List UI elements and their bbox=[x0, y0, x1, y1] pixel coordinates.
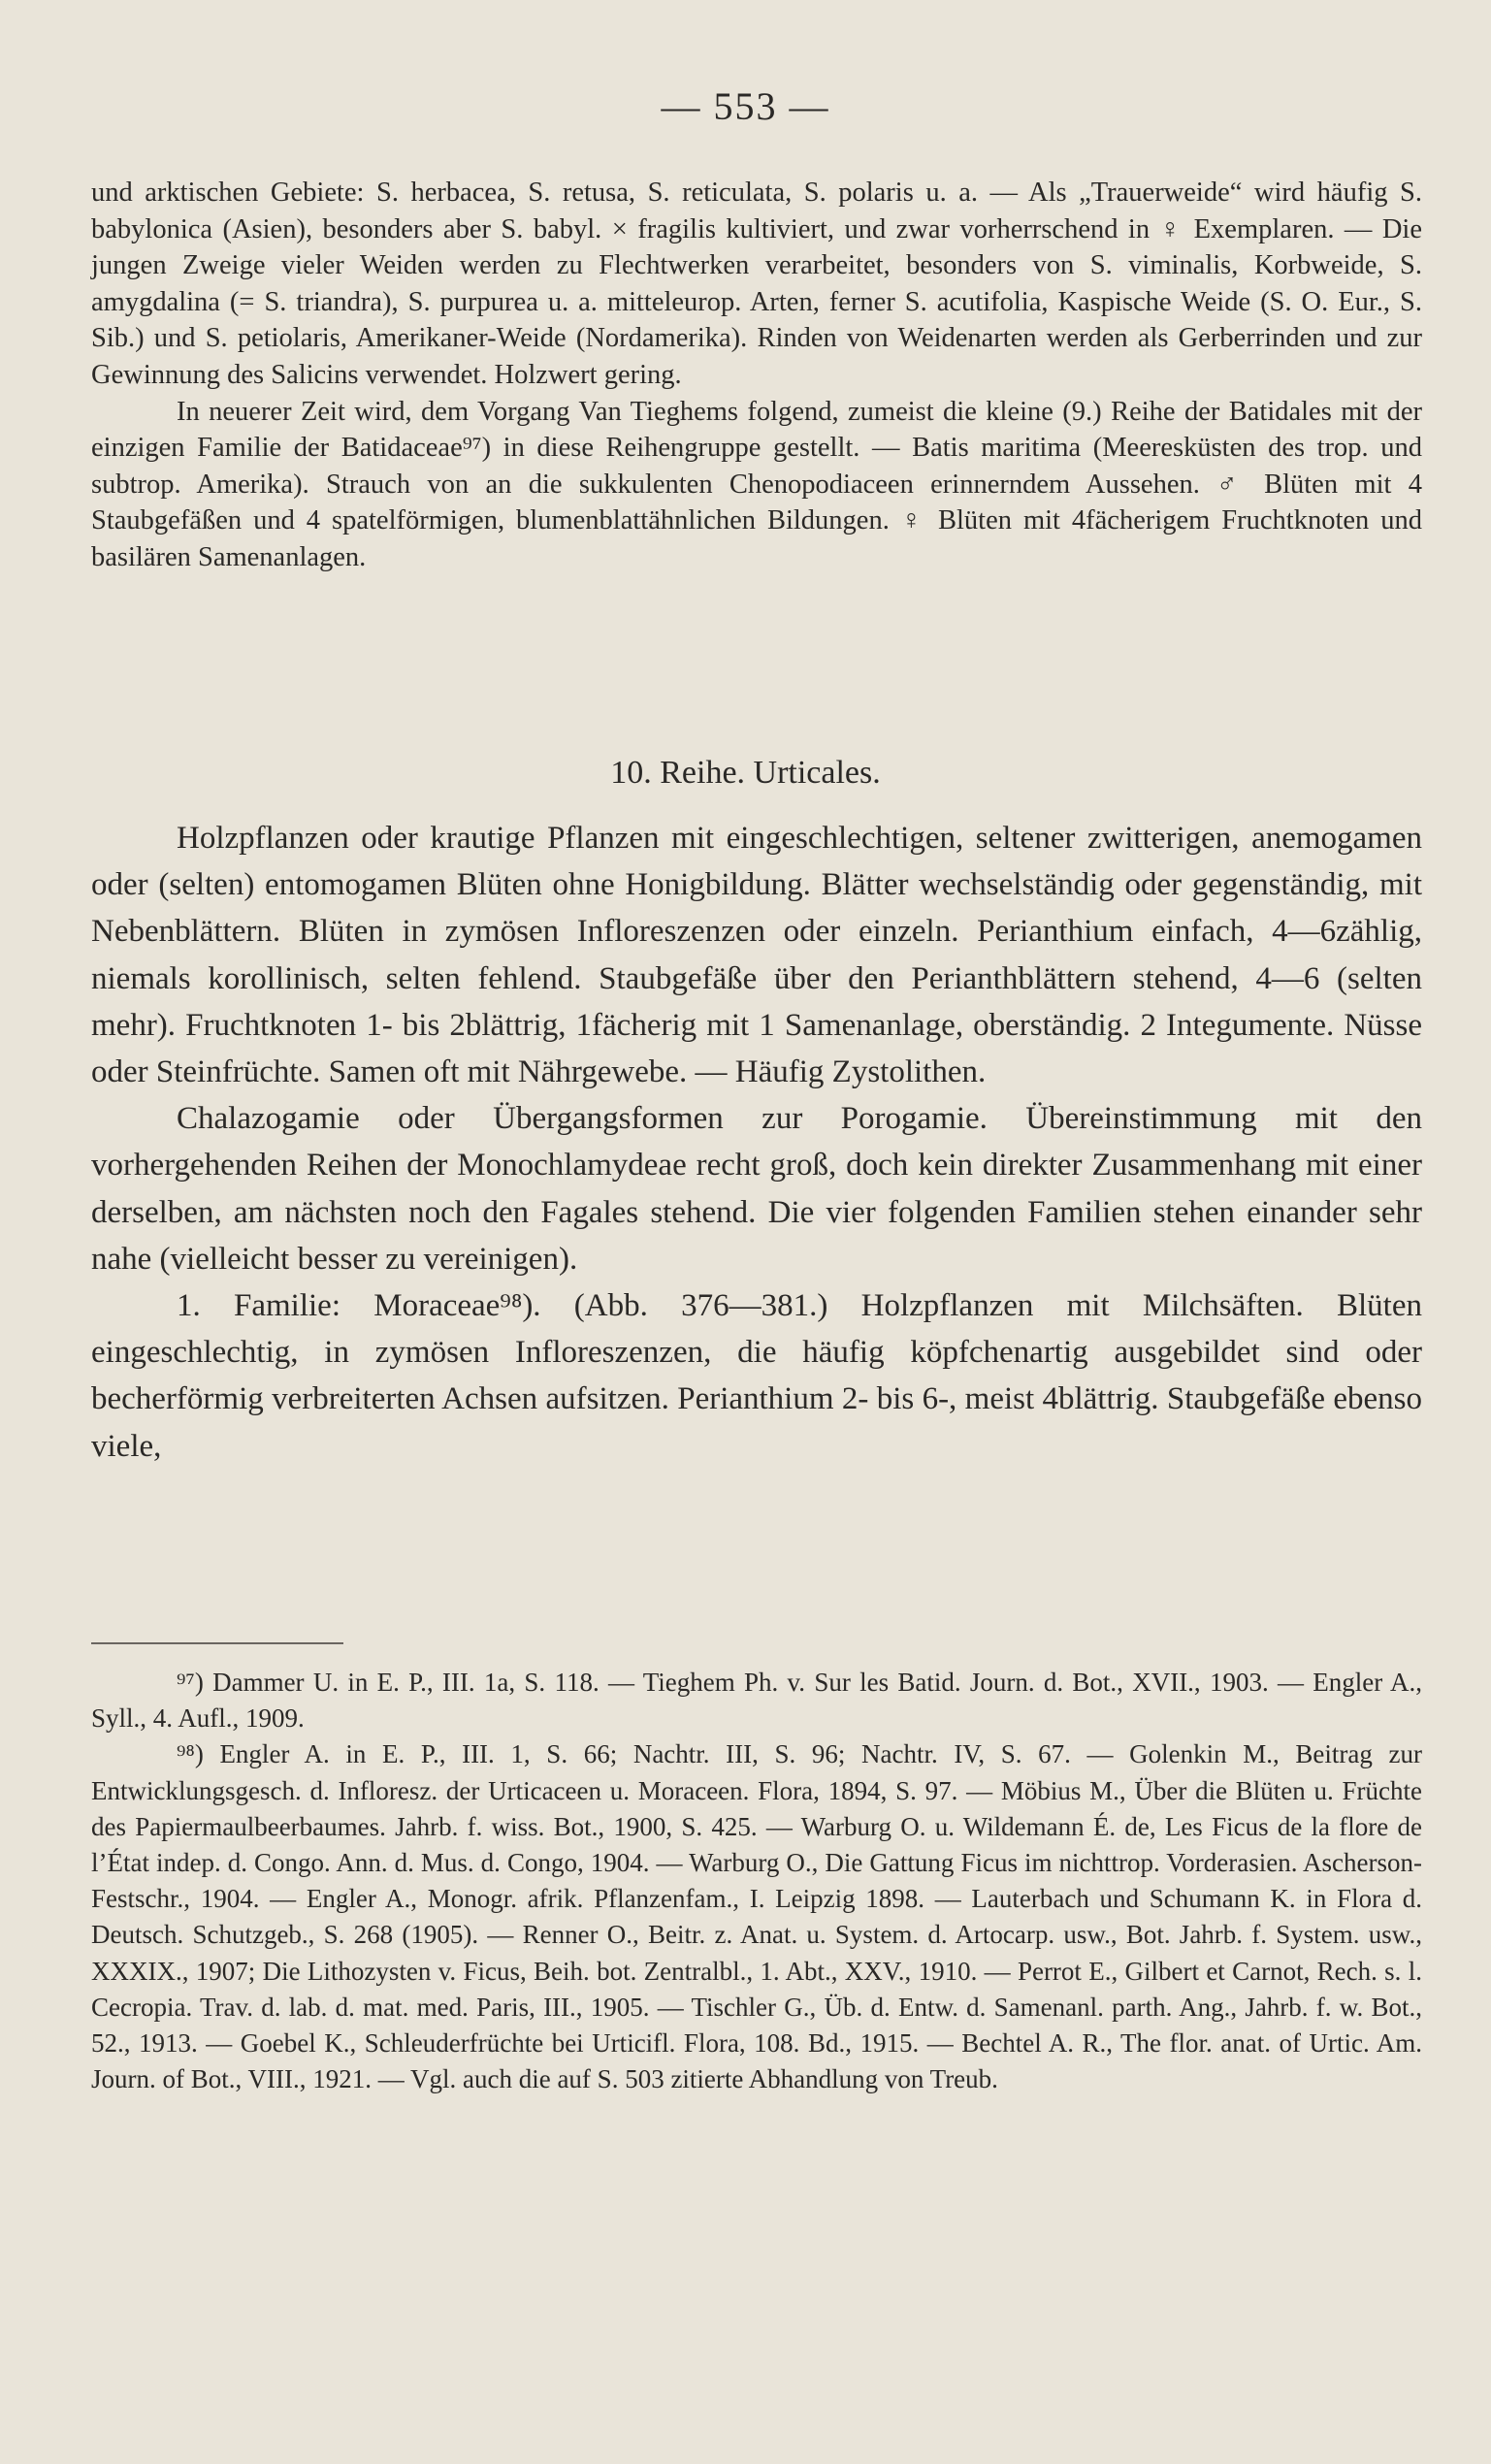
section-heading: 10. Reihe. Urticales. bbox=[610, 755, 881, 791]
paragraph-urticales-description: Holzpflanzen oder krautige Pflanzen mit eingeschlechtigen, seltener zwitterigen, anemogamen oder (selten) entomogamen Blüten ohne Honigbildung. Blätter wechselständig oder gegenständig, mit Nebenblättern. Blüten in zymösen Infloreszenzen oder einzeln. Perianthium einfach, 4—6zählig, niemals korollinisch, selten fehlend. Staubgefäße über den Perianthblättern stehend, 4—6 (selten mehr). Fruchtknoten 1- bis 2blättrig, 1fächerig mit 1 Samenanlage, oberständig. 2 Integumente. Nüsse oder Steinfrüchte. Samen oft mit Nährgewebe. — Häufig Zystolithen. bbox=[91, 821, 1422, 1090]
footnote-divider bbox=[91, 1642, 343, 1644]
page-number: — 553 — bbox=[661, 84, 830, 128]
footnote-98: ⁹⁸) Engler A. in E. P., III. 1, S. 66; Nachtr. III, S. 96; Nachtr. IV, S. 67. — Golenkin M., Beitrag zur Entwicklungsgesch. d. Infloresz. der Urticaceen u. Moraceen. Flora, 1894, S. 97. — Möbius M., Über die Blüten u. Früchte des Papiermaulbeerbaumes. Jahrb. f. wiss. Bot., 1900, S. 425. — Warburg O. u. Wildemann É. de, Les Ficus de la flore de l’État indep. d. Congo. Ann. d. Mus. d. Congo, 1904. — Warburg O., Die Gattung Ficus im nichttrop. Vorderasien. Ascherson-Festschr., 1904. — Engler A., Monogr. afrik. Pflanzenfam., I. Leipzig 1898. — Lauterbach und Schumann K. in Flora d. Deutsch. Schutzgeb., S. 268 (1905). — Renner O., Beitr. z. Anat. u. System. d. Artocarp. usw., Bot. Jahrb. f. System. usw., XXXIX., 1907; Die Lithozysten v. Ficus, Beih. bot. Zentralbl., 1. Abt., XXV., 1910. — Perrot E., Gilbert et Carnot, Rech. s. l. Cecropia. Trav. d. lab. d. mat. med. Paris, III., 1905. — Tischler G., Üb. d. Entw. d. Samenanl. parth. Ang., Jahrb. f. w. Bot., 52., 1913. — Goebel K., Schleuderfrüchte bei Urticifl. Flora, 108. Bd., 1915. — Bechtel A. R., The flor. anat. of Urtic. Am. Journ. of Bot., VIII., 1921. — Vgl. auch die auf S. 503 zitierte Abhandlung von Treub. bbox=[91, 1739, 1422, 2094]
paragraph-moraceae: 1. Familie: Moraceae⁹⁸). (Abb. 376—381.) Holzpflanzen mit Milchsäften. Blüten eingeschlechtig, in zymösen Infloreszenzen, die häufig köpfchenartig ausgebildet sind oder becherförmig verbreiterten Achsen aufsitzen. Perianthium 2- bis 6-, meist 4blättrig. Staubgefäße ebenso viele, bbox=[91, 1288, 1422, 1464]
footnote-97: ⁹⁷) Dammer U. in E. P., III. 1a, S. 118. — Tieghem Ph. v. Sur les Batid. Journ. d. Bot., XVII., 1903. — Engler A., Syll., 4. Aufl., 1909. bbox=[91, 1668, 1422, 1734]
paragraph-batidales: In neuerer Zeit wird, dem Vorgang Van Tieghems folgend, zumeist die kleine (9.) Reihe der Batidales mit der einzigen Familie der Batidaceae⁹⁷) in diese Reihengruppe gestellt. — Batis maritima (Meeresküsten des trop. und subtrop. Amerika). Strauch von an die sukkulenten Chenopodiaceen erinnerndem Aussehen. ♂ Blüten mit 4 Staubgefäßen und 4 spatelförmigen, blumenblattähnlichen Bildungen. ♀ Blüten mit 4fächerigem Fruchtknoten und basilären Samenanlagen. bbox=[91, 396, 1422, 572]
paragraph-chalazogamie: Chalazogamie oder Übergangsformen zur Porogamie. Übereinstimmung mit den vorhergehenden Reihen der Monochlamydeae recht groß, doch kein direkter Zusammenhang mit einer derselben, am nächsten noch den Fagales stehend. Die vier folgenden Familien stehen einander sehr nahe (vielleicht besser zu vereinigen). bbox=[91, 1101, 1422, 1277]
top-text-block bbox=[91, 175, 1422, 576]
paragraph-salix: und arktischen Gebiete: S. herbacea, S. retusa, S. reticulata, S. polaris u. a. — Als „Trauerweide“ wird häufig S. babylonica (Asien), besonders aber S. babyl. × fragilis kultiviert, und zwar vorherrschend in ♀ Exemplaren. — Die jungen Zweige vieler Weiden werden zu Flechtwerken verarbeitet, besonders von S. viminalis, Korbweide, S. amygdalina (= S. triandra), S. purpurea u. a. mitteleurop. Arten, ferner S. acutifolia, Kaspische Weide (S. O. Eur., S. Sib.) und S. petiolaris, Amerikaner-Weide (Nordamerika). Rinden von Weidenarten werden als Gerberrinden und zur Gewinnung des Salicins verwendet. Holzwert gering. bbox=[91, 178, 1422, 390]
footnotes-block bbox=[91, 1665, 1422, 2097]
main-text-block bbox=[91, 815, 1422, 1470]
